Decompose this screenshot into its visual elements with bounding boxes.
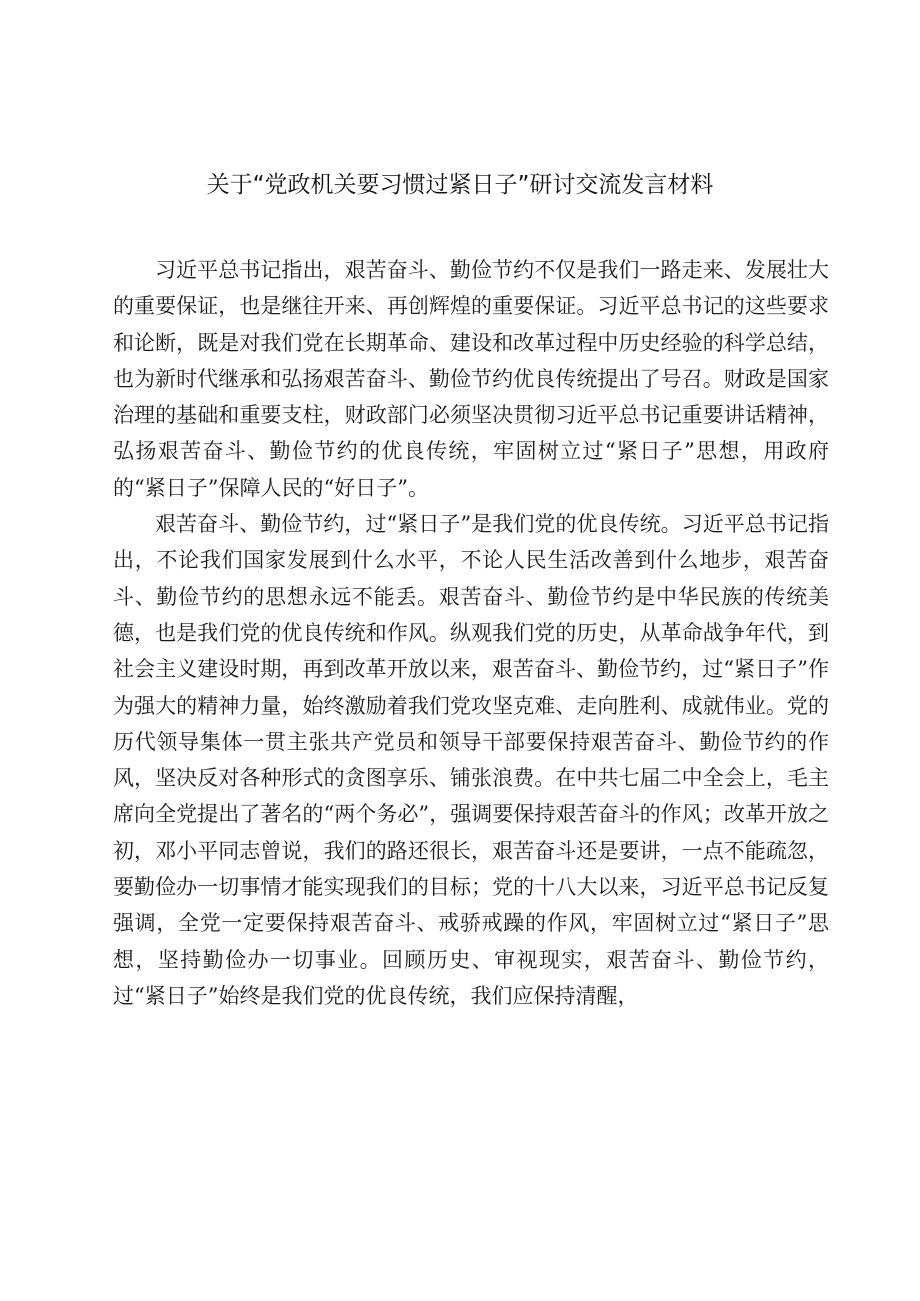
- paragraph-2: 艰苦奋斗、勤俭节约，过“紧日子”是我们党的优良传统。习近平总书记指出，不论我们国家发展到什么水平，不论人民生活改善到什么地步，艰苦奋斗、勤俭节约的思想永远不能丢。艰苦奋斗、勤俭节约是中华民族的传统美德，也是我们党的优良传统和作风。纵观我们党的历史，从革命战争年代，到社会主义建设时期，再到改革开放以来，艰苦奋斗、勤俭节约，过“紧日子”作为强大的精神力量，始终激励着我们党攻坚克难、走向胜利、成就伟业。党的历代领导集体一贯主张共产党员和领导干部要保持艰苦奋斗、勤俭节约的作风，坚决反对各种形式的贪图享乐、铺张浪费。在中共七届二中全会上，毛主席向全党提出了著名的“两个务必”，强调要保持艰苦奋斗的作风；改革开放之初，邓小平同志曾说，我们的路还很长，艰苦奋斗还是要讲，一点不能疏忽，要勤俭办一切事情才能实现我们的目标；党的十八大以来，习近平总书记反复强调，全党一定要保持艰苦奋斗、戒骄戒躁的作风，牢固树立过“紧日子”思想，坚持勤俭办一切事业。回顾历史、审视现实，艰苦奋斗、勤俭节约，过“紧日子”始终是我们党的优良传统，我们应保持清醒，: [113, 512, 829, 1008]
- paragraph-1: 习近平总书记指出，艰苦奋斗、勤俭节约不仅是我们一路走来、发展壮大的重要保证，也是继往开来、再创辉煌的重要保证。习近平总书记的这些要求和论断，既是对我们党在长期革命、建设和改革过程中历史经验的科学总结，也为新时代继承和弘扬艰苦奋斗、勤俭节约优良传统提出了号召。财政是国家治理的基础和重要支柱，财政部门必须坚决贯彻习近平总书记重要讲话精神，弘扬艰苦奋斗、勤俭节约的优良传统，牢固树立过“紧日子”思想，用政府的“紧日子”保障人民的“好日子”。: [113, 258, 829, 500]
- document-title: 关于“党政机关要习惯过紧日子”研讨交流发言材料: [206, 172, 714, 198]
- document-body: [113, 252, 829, 1014]
